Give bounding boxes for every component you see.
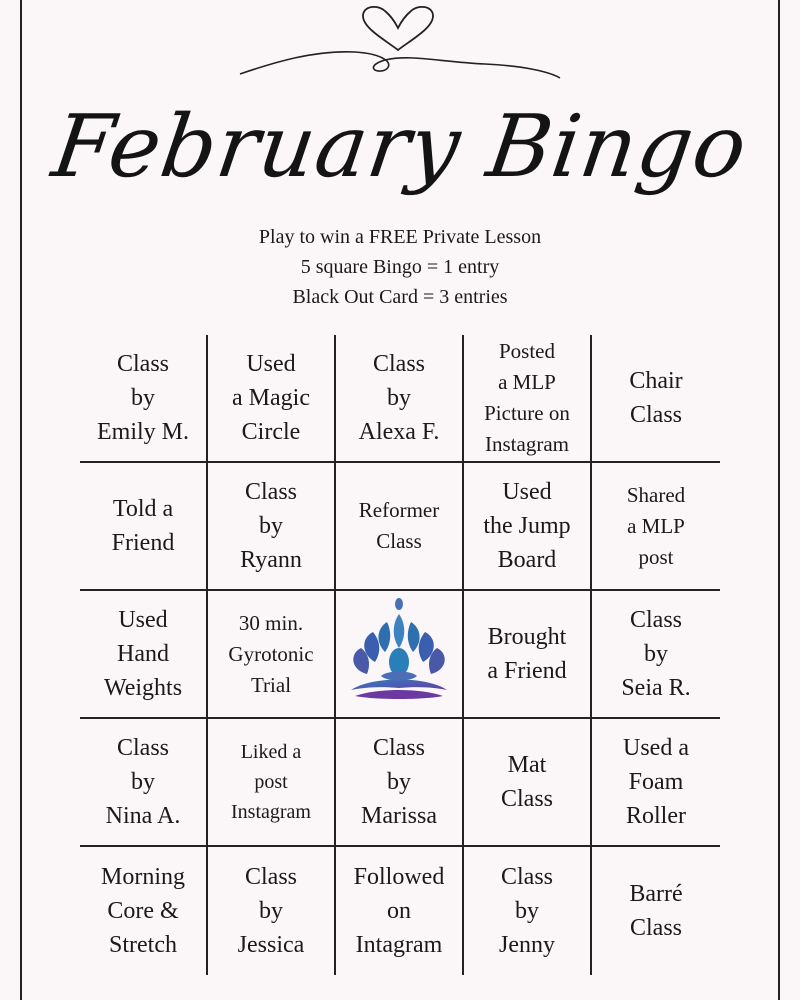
page-title: February Bingo bbox=[46, 97, 754, 197]
bingo-square[interactable]: Used the Jump Board bbox=[464, 463, 592, 591]
subtitle-blackout-rule: Black Out Card = 3 entries bbox=[292, 286, 508, 308]
bingo-board bbox=[80, 335, 720, 975]
bingo-square[interactable]: Class by Jessica bbox=[208, 847, 336, 975]
subtitle-block bbox=[0, 222, 800, 312]
frame-left-border bbox=[20, 0, 22, 1000]
bingo-square[interactable]: Brought a Friend bbox=[464, 591, 592, 719]
bingo-square[interactable]: Used a Magic Circle bbox=[208, 335, 336, 463]
bingo-square[interactable]: Morning Core & Stretch bbox=[80, 847, 208, 975]
frame-right-border bbox=[778, 0, 780, 1000]
subtitle-prize: Play to win a FREE Private Lesson bbox=[258, 226, 542, 248]
bingo-square[interactable]: Class by Emily M. bbox=[80, 335, 208, 463]
bingo-square[interactable]: 30 min. Gyrotonic Trial bbox=[208, 591, 336, 719]
bingo-square[interactable]: Reformer Class bbox=[336, 463, 464, 591]
bingo-square[interactable]: Liked a post Instagram bbox=[208, 719, 336, 847]
bingo-square[interactable]: Class by Marissa bbox=[336, 719, 464, 847]
heart-flourish-icon bbox=[235, 2, 565, 92]
bingo-square[interactable]: Posted a MLP Picture on Instagram bbox=[464, 335, 592, 463]
bingo-square[interactable]: Shared a MLP post bbox=[592, 463, 720, 591]
lotus-figure-logo-icon bbox=[337, 592, 461, 716]
bingo-square[interactable]: Class by Jenny bbox=[464, 847, 592, 975]
bingo-square[interactable]: Class by Seia R. bbox=[592, 591, 720, 719]
bingo-square[interactable]: Mat Class bbox=[464, 719, 592, 847]
bingo-square[interactable]: Barré Class bbox=[629, 881, 683, 941]
bingo-square[interactable]: Class by Alexa F. bbox=[336, 335, 464, 463]
bingo-square[interactable]: Told a Friend bbox=[80, 463, 208, 591]
bingo-square[interactable]: Chair Class bbox=[592, 335, 720, 463]
bingo-square[interactable]: Used a Foam Roller bbox=[592, 719, 720, 847]
bingo-square[interactable]: Followed on Intagram bbox=[336, 847, 464, 975]
bingo-square[interactable]: Class by Nina A. bbox=[80, 719, 208, 847]
bingo-square[interactable]: Class by Ryann bbox=[208, 463, 336, 591]
subtitle-bingo-rule: 5 square Bingo = 1 entry bbox=[300, 256, 500, 278]
bingo-square[interactable]: Used Hand Weights bbox=[80, 591, 208, 719]
bingo-free-square[interactable] bbox=[336, 591, 464, 719]
